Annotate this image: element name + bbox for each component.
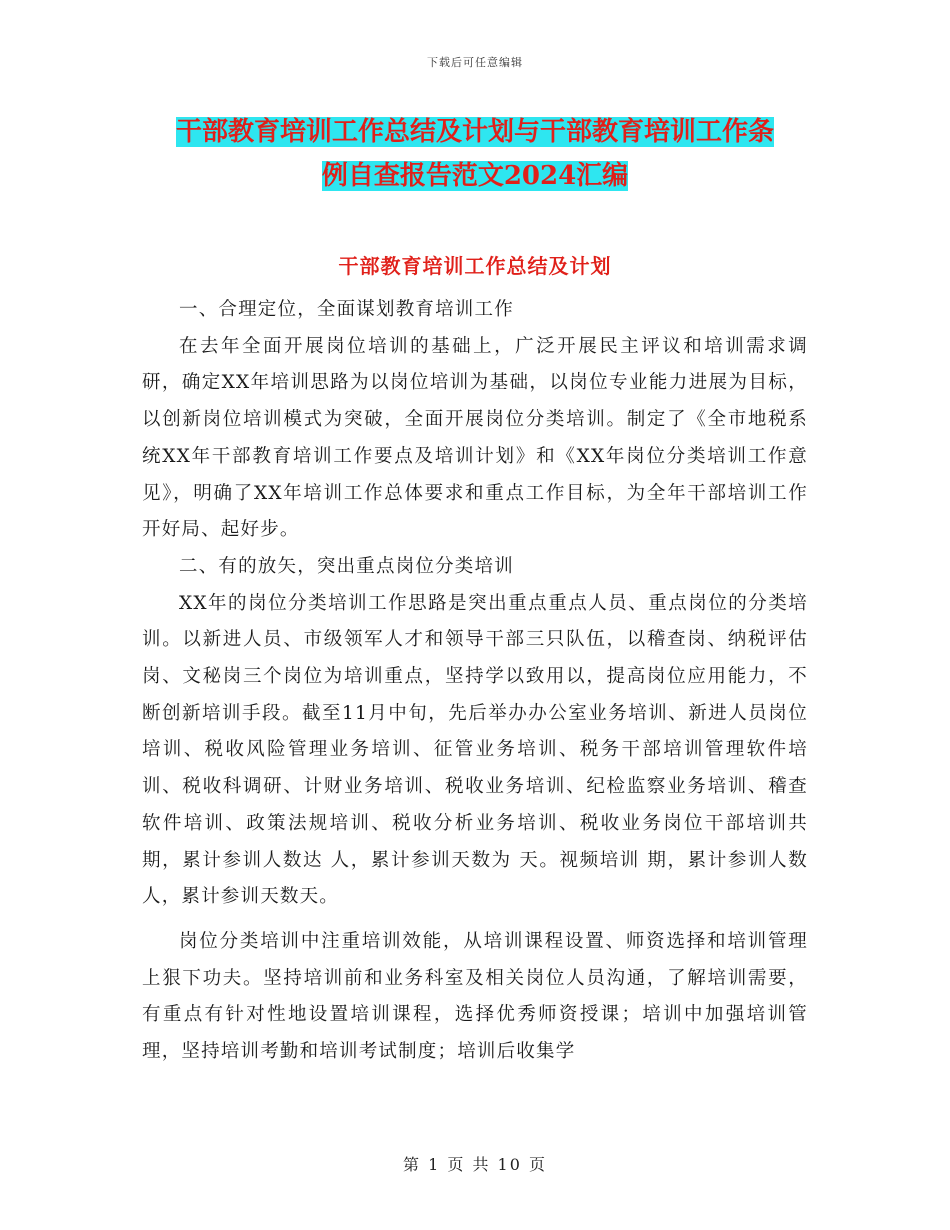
document-title-line-1: 干部教育培训工作总结及计划与干部教育培训工作条	[175, 117, 774, 147]
header-note: 下载后可任意编辑	[427, 56, 523, 69]
paragraph: XX年的岗位分类培训工作思路是突出重点重点人员、重点岗位的分类培训。以新进人员、市级领军人才和领导干部三只队伍，以稽查岗、纳税评估岗、文秘岗三个岗位为培训重点，坚持学以致用以，提高岗位应用能力，不断创新培训手段。截至11月中旬，先后举办办公室业务培训、新进人员岗位培训、税收风险管理业务培训、征管业务培训、税务干部培训管理软件培训、税收科调研、计财业务培训、税收业务培训、纪检监察业务培训、稽查软件培训、政策法规培训、税收分析业务培训、税收业务岗位干部培训共 期，累计参训人数达 人，累计参训天数为 天。视频培训 期，累计参训人数 人，累计参训天数天。	[142, 592, 808, 908]
document-title-line-2: 例自查报告范文2024汇编	[321, 161, 629, 191]
page-footer: 第 1 页 共 10 页	[403, 1155, 547, 1174]
section-title: 干部教育培训工作总结及计划	[338, 254, 612, 278]
document-title	[140, 110, 810, 198]
paragraph: 岗位分类培训中注重培训效能，从培训课程设置、师资选择和培训管理上狠下功夫。坚持培训前和业务科室及相关岗位人员沟通，了解培训需要，有重点有针对性地设置培训课程，选择优秀师资授课；培训中加强培训管理，坚持培训考勤和培训考试制度；培训后收集学	[142, 930, 808, 1063]
paragraph: 在去年全面开展岗位培训的基础上，广泛开展民主评议和培训需求调研，确定XX年培训思路为以岗位培训为基础，以岗位专业能力进展为目标，以创新岗位培训模式为突破，全面开展岗位分类培训。制定了《全市地税系统XX年干部教育培训工作要点及培训计划》和《XX年岗位分类培训工作意见》，明确了XX年培训工作总体要求和重点工作目标，为全年干部培训工作开好局、起好步。	[142, 335, 808, 541]
document-body	[142, 292, 808, 1071]
paragraph-heading-2: 二、有的放矢，突出重点岗位分类培训	[179, 555, 514, 577]
paragraph-heading-1: 一、合理定位，全面谋划教育培训工作	[179, 299, 514, 320]
